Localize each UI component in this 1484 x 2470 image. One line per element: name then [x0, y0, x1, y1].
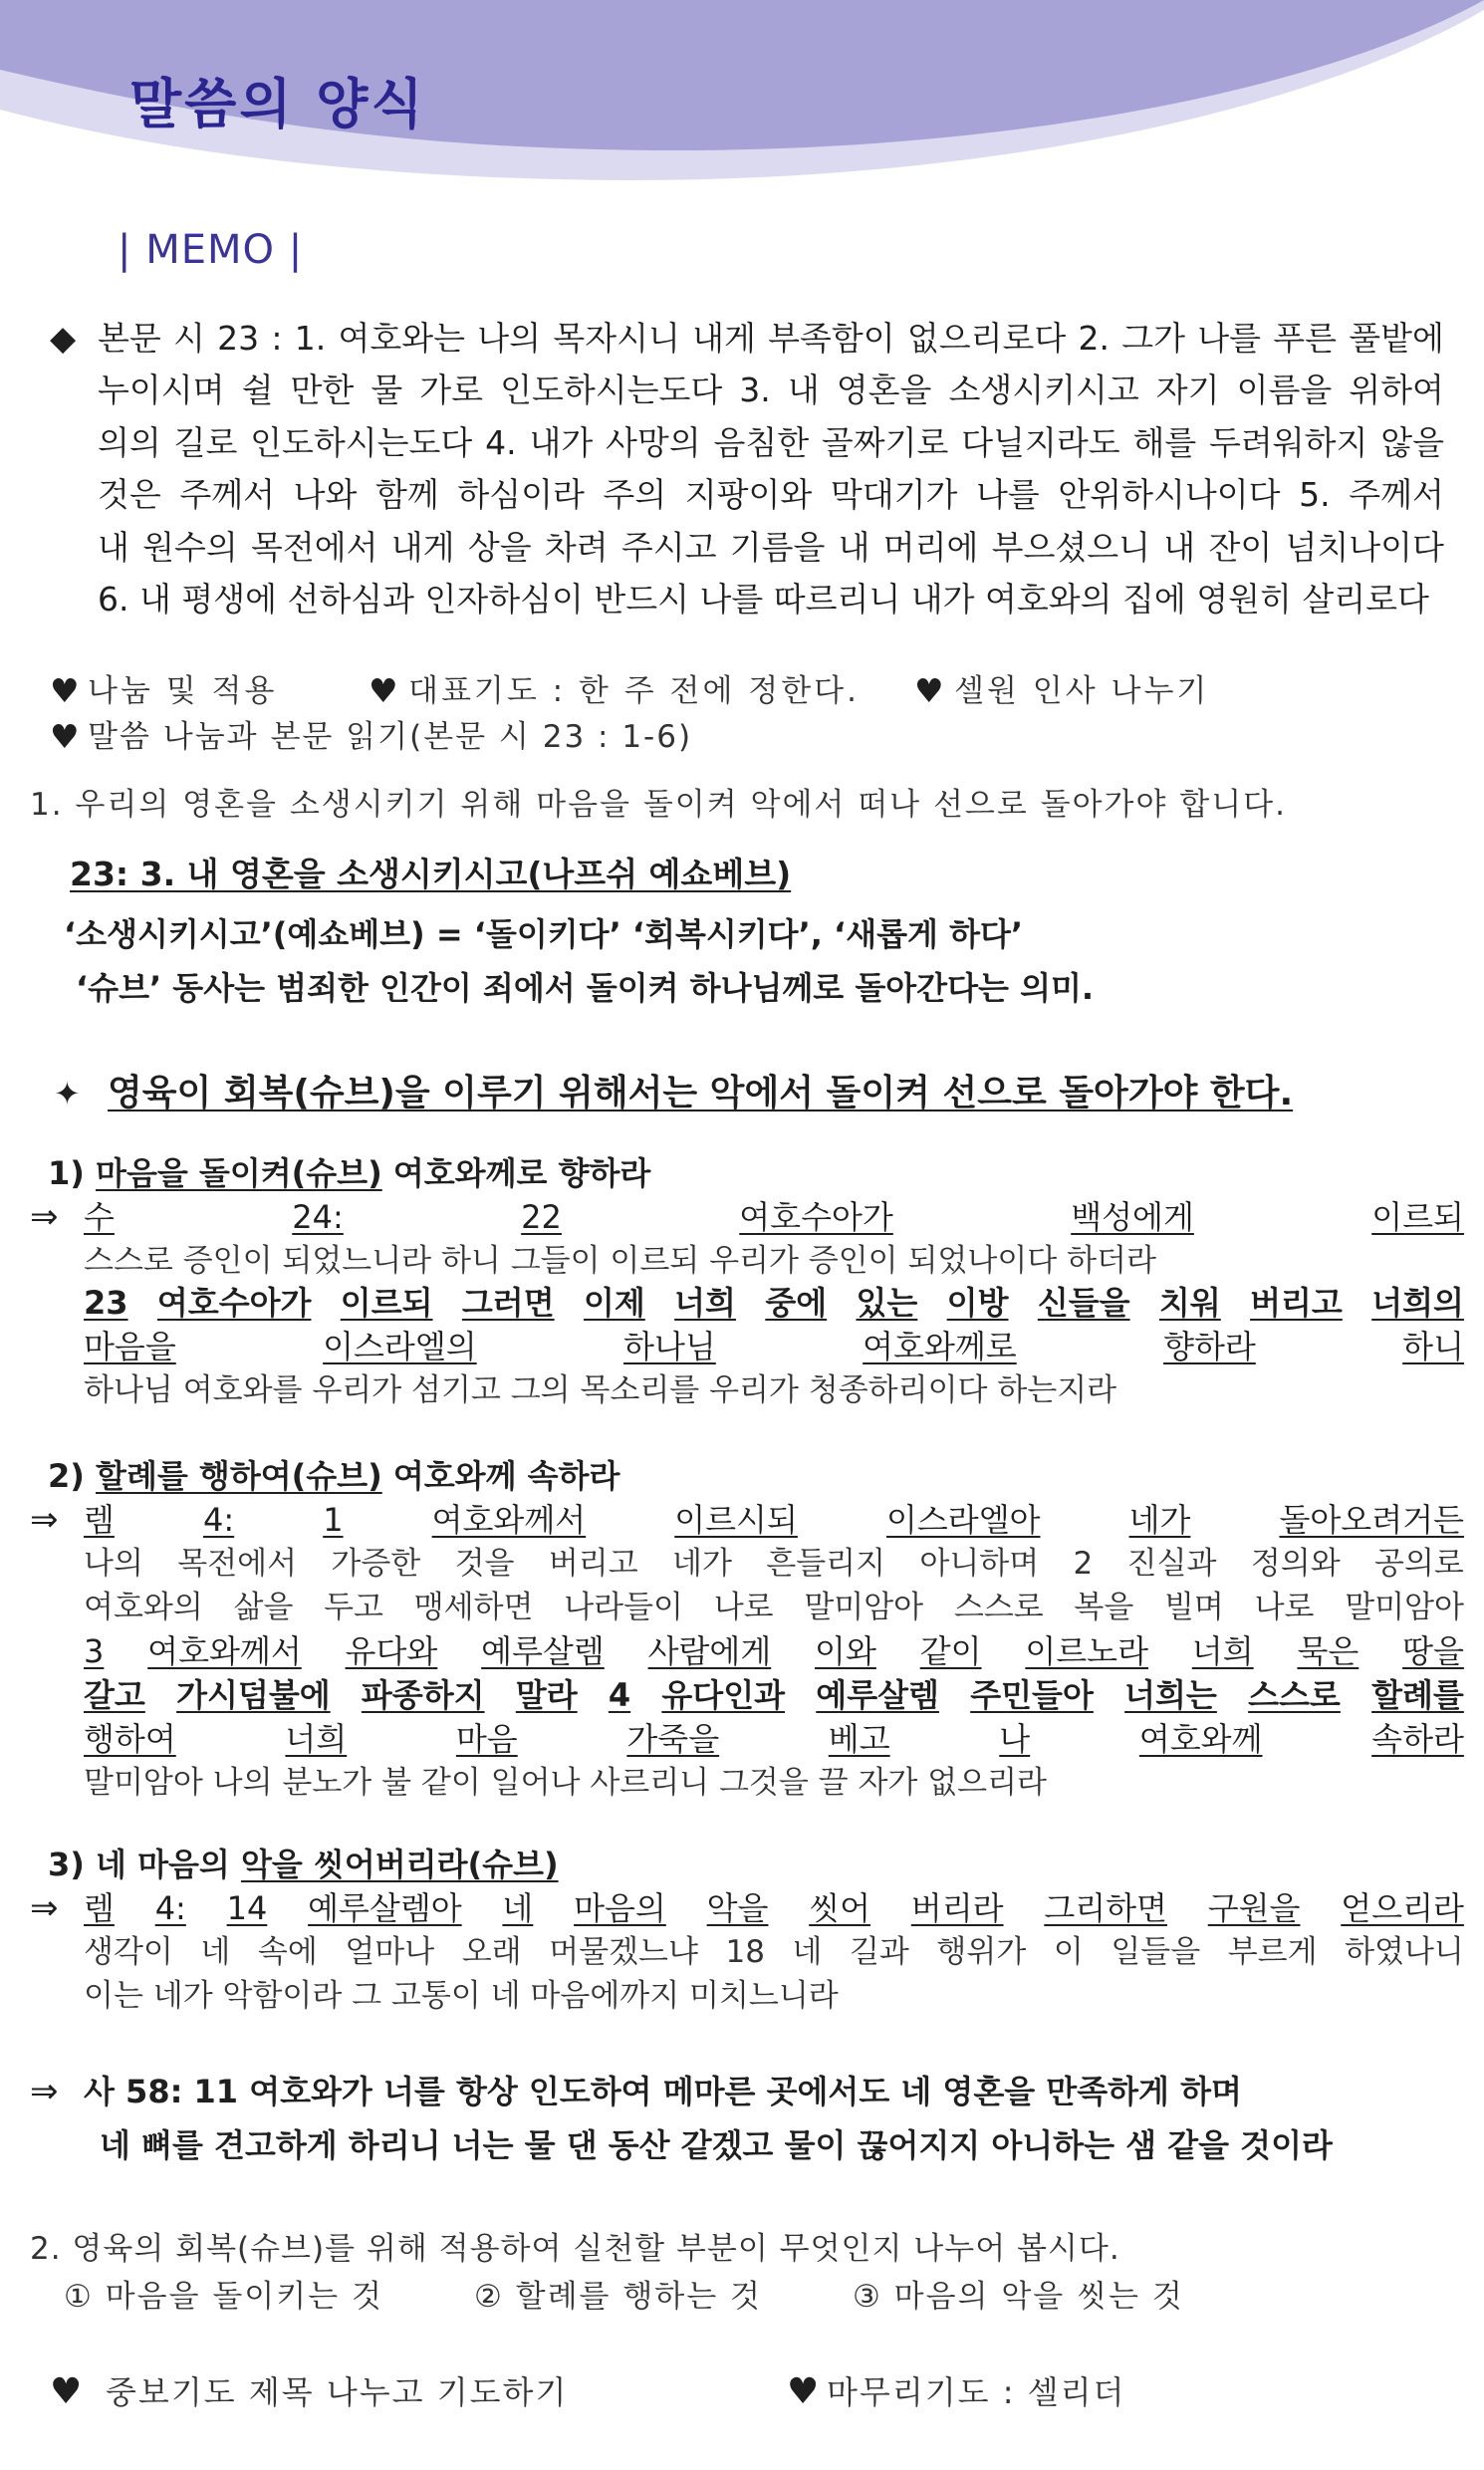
definition-line: ‘슈브’ 동사는 범죄한 인간이 죄에서 돌이켜 하나님께로 돌아간다는 의미.	[76, 969, 1095, 1007]
closing-item: 중보기도 제목 나누고 기도하기	[106, 2373, 569, 2411]
scripture-line: 누이시며 쉴 만한 물 가로 인도하시는도다 3. 내 영혼을 소생시키시고 자기 이름을 위하여	[98, 370, 1444, 409]
scripture-line: 6. 내 평생에 선하심과 인자하심이 반드시 나를 따르리니 내가 여호와의 집에 영원히 살리로다	[98, 580, 1429, 618]
verse-line: 사 58: 11 여호와가 너를 항상 인도하여 메마른 곳에서도 네 영혼을 만족하게 하며	[84, 2073, 1242, 2110]
verse-line: 3 여호와께서 유다와 예루살렘 사람에게 이와 같이 이르노라 너희 묵은 땅을	[84, 1632, 1464, 1670]
scripture-line: 의의 길로 인도하시는도다 4. 내가 사망의 음침한 골짜기로 다닐지라도 해를 두려워하지 않을	[98, 423, 1444, 462]
heart-icon: ♥	[50, 671, 80, 710]
verse-line: 렘 4: 14 예루살렘아 네 마음의 악을 씻어 버리라 그리하면 구원을 얻으리라	[84, 1889, 1464, 1927]
page-header	[0, 0, 1484, 214]
memo-label: | MEMO |	[118, 227, 304, 273]
verse-line: 수 24: 22 여호수아가 백성에게 이르되	[84, 1198, 1464, 1236]
arrow-icon: ⇒	[30, 1888, 59, 1928]
scripture-line: 것은 주께서 나와 함께 하심이라 주의 지팡이와 막대기가 나를 안위하시나이다 5. 주께서	[98, 475, 1444, 514]
option-item: ③ 마음의 악을 씻는 것	[853, 2279, 1184, 2315]
verse-line: 네 뼈를 견고하게 하리니 너는 물 댄 동산 같겠고 물이 끊어지지 아니하는 샘 같을 것이라	[100, 2126, 1333, 2164]
verse-line: 갈고 가시덤불에 파종하지 말라 4 유다인과 예루살렘 주민들아 너희는 스스로 할례를	[84, 1676, 1464, 1714]
star-bullet-icon: ✦	[54, 1075, 81, 1112]
point-3-title: 3) 네 마음의 악을 씻어버리라(슈브)	[48, 1846, 559, 1883]
scripture-line: 본문 시 23 : 1. 여호와는 나의 목자시니 내게 부족함이 없으리로다 2. 그가 나를 푸른 풀밭에	[98, 319, 1444, 358]
verse-line: 생각이 네 속에 얼마나 오래 머물겠느냐 18 네 길과 행위가 이 일들을 부르게 하였나니	[84, 1934, 1464, 1970]
arrow-icon: ⇒	[30, 1197, 59, 1237]
verse-line: 마음을 이스라엘의 하나님 여호와께로 향하라 하니	[84, 1328, 1464, 1365]
heart-icon: ♥	[369, 671, 398, 710]
verse-line: 이는 네가 악함이라 그 고통이 네 마음에까지 미치느니라	[84, 1978, 839, 2014]
arrow-icon: ⇒	[30, 1500, 59, 1540]
order-item: 대표기도 : 한 주 전에 정한다.	[408, 673, 860, 709]
order-item: 나눔 및 적용	[88, 673, 278, 709]
order-item: 셀원 인사 나누기	[954, 673, 1210, 709]
verse-line: 하나님 여호와를 우리가 섬기고 그의 목소리를 우리가 청종하리이다 하는지라	[84, 1372, 1117, 1408]
option-item: ① 마음을 돌이키는 것	[64, 2279, 383, 2315]
definition-line: ‘소생시키시고’(예쇼베브) = ‘돌이키다’ ‘회복시키다’, ‘새롭게 하다’	[64, 915, 1024, 953]
verse-line: 나의 목전에서 가증한 것을 버리고 네가 흔들리지 아니하며 2 진실과 정의와 공의로	[84, 1546, 1464, 1582]
main-point: 영육이 회복(슈브)을 이루기 위해서는 악에서 돌이켜 선으로 돌아가야 한다.	[108, 1073, 1294, 1113]
heart-icon: ♥	[914, 671, 944, 710]
point-1-title: 1) 마음을 돌이켜(슈브) 여호와께로 향하라	[48, 1154, 651, 1192]
verse-line: 스스로 증인이 되었느니라 하니 그들이 이르되 우리가 증인이 되었나이다 하더라	[84, 1243, 1156, 1279]
question-1: 1. 우리의 영혼을 소생시키기 위해 마음을 돌이켜 악에서 떠나 선으로 돌아가야 합니다.	[30, 787, 1287, 823]
heart-icon: ♥	[787, 2371, 820, 2412]
order-item: 말씀 나눔과 본문 읽기(본문 시 23 : 1-6)	[88, 719, 693, 755]
verse-line: 여호와의 삶을 두고 맹세하면 나라들이 나로 말미암아 스스로 복을 빌며 나로 말미암아	[84, 1590, 1464, 1625]
closing-item: 마무리기도 : 셀리더	[827, 2373, 1126, 2411]
heart-icon: ♥	[50, 717, 80, 756]
diamond-bullet-icon: ◆	[50, 319, 77, 359]
verse-line: 행하여 너희 마음 가죽을 베고 나 여호와께 속하라	[84, 1720, 1464, 1758]
point-2-title: 2) 할례를 행하여(슈브) 여호와께 속하라	[48, 1457, 620, 1495]
verse-reference: 23: 3. 내 영혼을 소생시키시고(나프쉬 예쇼베브)	[70, 855, 792, 893]
verse-line: 23 여호수아가 이르되 그러면 이제 너희 중에 있는 이방 신들을 치워 버리고 너희의	[84, 1284, 1464, 1322]
verse-line: 말미암아 나의 분노가 불 같이 일어나 사르리니 그것을 끌 자가 없으리라	[84, 1765, 1047, 1801]
brand-title: 말씀의 양식	[129, 73, 426, 135]
verse-line: 렘 4: 1 여호와께서 이르시되 이스라엘아 네가 돌아오려거든	[84, 1501, 1464, 1539]
option-item: ② 할례를 행하는 것	[474, 2279, 762, 2315]
heart-icon: ♥	[50, 2371, 83, 2412]
scripture-line: 내 원수의 목전에서 내게 상을 차려 주시고 기름을 내 머리에 부으셨으니 내 잔이 넘치나이다	[98, 528, 1444, 567]
arrow-icon: ⇒	[30, 2072, 59, 2111]
question-2: 2. 영육의 회복(슈브)를 위해 적용하여 실천할 부분이 무엇인지 나누어 봅시다.	[30, 2231, 1120, 2267]
